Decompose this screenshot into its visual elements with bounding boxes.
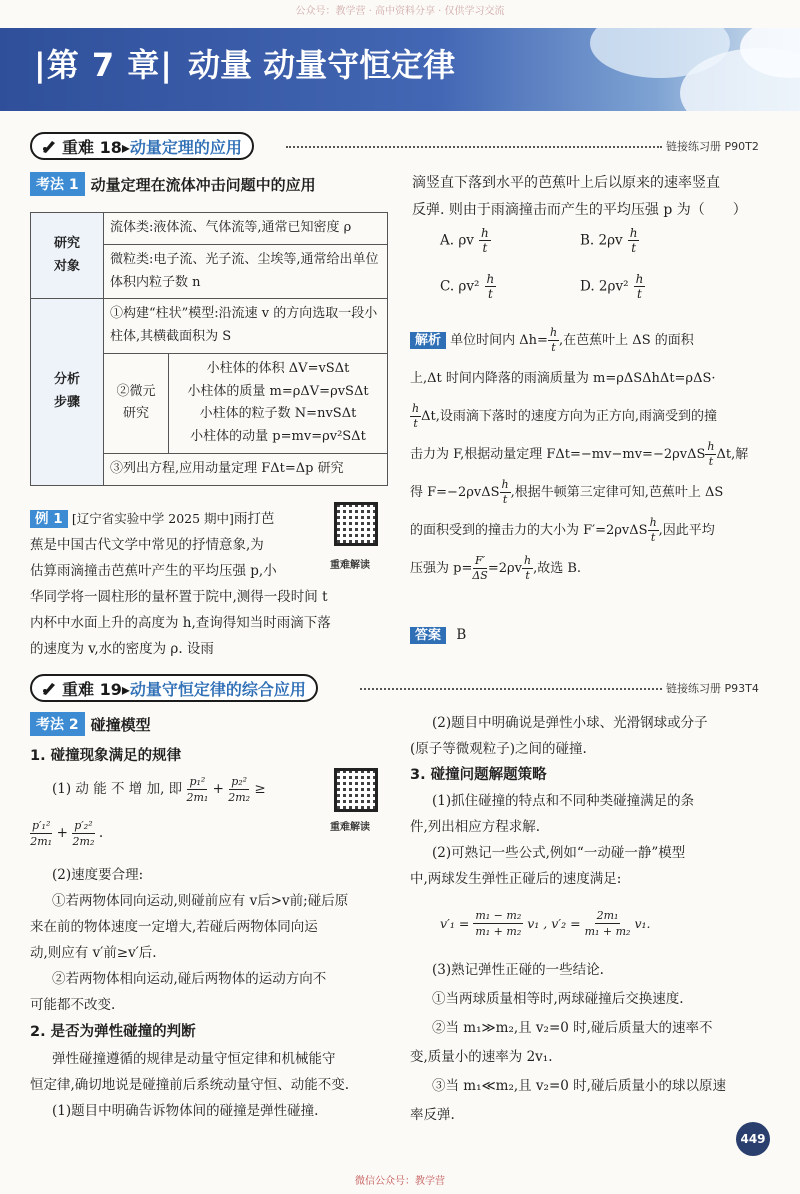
section-label: 重难 18▸ <box>62 137 130 157</box>
table-cell: ①构建“柱状”模型:沿流速 v 的方向选取一段小柱体,其横截面积为 S <box>104 299 388 354</box>
option-key: B. 2ρv <box>580 232 623 249</box>
text-line: 压强为 p= <box>410 561 473 576</box>
text-line: 雨打芭 <box>233 511 275 527</box>
example-label: 例 1 <box>30 510 68 528</box>
frac-den: m₁ + m₂ <box>475 925 522 938</box>
table-cell-micro <box>169 353 388 453</box>
chapter-number: |第 7 章| <box>34 46 173 84</box>
method-label: 考法 2 <box>30 712 85 736</box>
method-heading-2 <box>30 712 151 736</box>
frac-num: h <box>707 440 715 453</box>
frac-num: p′₁² <box>32 819 51 832</box>
text-line: 单位时间内 Δh= <box>450 333 548 348</box>
text-line: 内杯中水面上升的高度为 h,查询得知当时雨滴下落 <box>30 615 331 631</box>
frac-num: p′₂² <box>74 819 93 832</box>
text-line: 上,Δt 时间内降落的雨滴质量为 m=ρΔSΔhΔt=ρΔS· <box>410 371 716 386</box>
frac-den: t <box>525 569 530 582</box>
text-line: ,故选 B. <box>533 561 582 576</box>
left-text-block <box>30 862 392 1124</box>
pen-icon <box>40 679 58 697</box>
frac-num: h <box>524 554 532 567</box>
text-line: ,根据牛顿第三定律可知,芭蕉叶上 ΔS <box>510 485 724 500</box>
frac-den: t <box>487 287 493 301</box>
method-title: 动量定理在流体冲击问题中的应用 <box>90 175 316 194</box>
option-key: A. ρv <box>440 232 474 249</box>
frac-den: t <box>502 493 508 506</box>
section-tag-18 <box>30 132 254 160</box>
chapter-header <box>0 28 800 111</box>
table-head-object: 研究 对象 <box>31 213 104 299</box>
option-b[interactable] <box>580 226 740 255</box>
text-line: =2ρv <box>487 561 522 576</box>
text-line: 的面积受到的撞击力的大小为 F′=2ρvΔS <box>410 523 648 538</box>
text-line: ,因此平均 <box>658 523 715 538</box>
workbook-link: 链接练习册 P93T4 <box>666 682 759 695</box>
frac-den: t <box>708 455 714 468</box>
page-number: 449 <box>736 1122 770 1156</box>
answer-value: B <box>456 627 467 643</box>
table-line: 小柱体的体积 ΔV=vSΔt <box>206 360 350 376</box>
text-line: ,在芭蕉叶上 ΔS 的面积 <box>559 333 694 348</box>
text-line: 可能都不改变. <box>30 997 116 1013</box>
method-label: 考法 1 <box>30 172 85 196</box>
answer-label: 答案 <box>410 627 446 644</box>
text-line: ③当 m₁≪m₂,且 v₂=0 时,碰后质量小的球以原速 <box>432 1078 726 1094</box>
example-source: [辽宁省实验中学 2025 期中] <box>71 511 234 526</box>
table-cell: 流体类:液体流、气体流等,通常已知密度 ρ <box>104 213 388 245</box>
example-1-text <box>30 506 326 584</box>
velocity-equation <box>440 908 650 939</box>
text-line: $\frac{\text{p′₁²}}{\text{2m₁}}$ + $\frac{\text{p′₂²}}{\text{2m₂}}$ . <box>30 819 104 848</box>
method-heading-1 <box>30 172 316 196</box>
text-line: ≥ <box>254 781 266 797</box>
frac-den: 2m₁ <box>30 835 53 848</box>
dotted-rule <box>360 688 662 690</box>
frac-den: t <box>637 287 642 301</box>
text-line: (2)速度要合理: <box>52 867 144 883</box>
frac-den: 2m₁ <box>186 791 209 804</box>
text-line: Δt,解 <box>716 447 749 462</box>
text-line: 的速度为 v,水的密度为 ρ. 设雨 <box>30 641 214 657</box>
frac-den: m₁ + m₂ <box>584 925 631 938</box>
right-text-block-2 <box>410 956 772 1130</box>
chapter-title: 动量 动量守恒定律 <box>188 46 456 84</box>
method-title: 碰撞模型 <box>90 715 151 734</box>
pen-icon <box>40 137 58 155</box>
frac-num: 2m₁ <box>596 909 619 922</box>
option-key: C. ρv² <box>440 278 480 295</box>
text-line: 动,则应有 v′前≥v′后. <box>30 945 157 961</box>
table-cell: ③列出方程,应用动量定理 FΔt=Δp 研究 <box>104 453 388 485</box>
section-tag-19 <box>30 674 318 702</box>
subheading: 3. 碰撞问题解题策略 <box>410 767 547 783</box>
frac-num: m₁ − m₂ <box>475 909 522 922</box>
table-cell: 微粒类:电子流、光子流、尘埃等,通常给出单位体积内粒子数 n <box>104 244 388 299</box>
subheading: 2. 是否为弹性碰撞的判断 <box>30 1024 196 1040</box>
frac-num: F′ <box>475 554 486 567</box>
frac-num: h <box>549 326 558 339</box>
table-line: 小柱体的粒子数 N=nvSΔt <box>199 406 357 422</box>
frac-num: h <box>635 272 644 286</box>
text-line: (3)熟记弹性正碰的一些结论. <box>432 962 604 978</box>
text-line: 变,质量小的速率为 2v₁. <box>410 1049 553 1065</box>
frac-num: h <box>629 226 638 240</box>
text-line: 恒定律,确切地说是碰撞前后系统动量守恒、动能不变. <box>30 1077 350 1093</box>
qr-code-icon[interactable] <box>334 502 378 546</box>
table-line: 小柱体的动量 p=mv=ρv²SΔt <box>190 429 366 444</box>
example-1-text-cont <box>30 584 392 662</box>
workbook-link: 链接练习册 P90T2 <box>666 140 759 153</box>
answer-row <box>410 624 466 643</box>
text-line: v′₁ = <box>440 916 470 931</box>
text-line: (2)可熟记一些公式,例如“一动碰一静”模型 <box>432 845 686 861</box>
frac-den: t <box>482 241 488 255</box>
frac-den: 2m₂ <box>228 791 251 804</box>
text-line: v₁ , v′₂ = <box>527 916 581 931</box>
frac-num: h <box>412 402 420 415</box>
table-head-steps: 分析 步骤 <box>31 299 104 485</box>
option-d[interactable] <box>580 272 740 301</box>
footer-watermark: 微信公众号：教学营 <box>355 1176 445 1187</box>
text-line: (2)题目中明确说是弹性小球、光滑钢球或分子 <box>432 715 708 731</box>
example-1-cont <box>412 170 772 224</box>
top-watermark: 公众号：教学营 · 高中资料分享 · 仅供学习交流 <box>295 6 505 17</box>
text-line: (1) 动 能 不 增 加, 即 <box>52 781 183 797</box>
text-line: v₁. <box>634 916 651 931</box>
text-line: 件,列出相应方程求解. <box>410 819 541 835</box>
text-line: 中,两球发生弹性正碰后的速度满足: <box>410 871 622 887</box>
option-c[interactable] <box>440 272 600 301</box>
text-line: (1)抓住碰撞的特点和不同种类碰撞满足的条 <box>432 793 695 809</box>
text-line: 率反弹. <box>410 1107 455 1123</box>
subheading: 1. 碰撞现象满足的规律 <box>30 748 182 764</box>
text-line: (1)题目中明确告诉物体间的碰撞是弹性碰撞. <box>52 1103 319 1119</box>
qr-code-icon[interactable] <box>334 768 378 812</box>
frac-den: t <box>631 241 637 255</box>
frac-den: t <box>551 341 556 354</box>
frac-num: h <box>486 272 495 286</box>
frac-num: h <box>501 478 509 491</box>
text-line: ②当 m₁≫m₂,且 v₂=0 时,碰后质量大的速率不 <box>432 1020 713 1036</box>
method-table <box>30 212 388 486</box>
text-line: ①若两物体同向运动,则碰前应有 v后>v前;碰后原 <box>52 893 349 909</box>
text-line: (1) 动 能 不 增 加, 即 $\frac{\text{p₁²}}{\text{2m₁}}$ + $\frac{\text{p₂²}}{\text{2m₂}}$ ≥ <box>52 775 266 804</box>
frac-num: p₂² <box>231 775 248 788</box>
text-line: Δt,设雨滴下落时的速度方向为正方向,雨滴受到的撞 <box>421 409 717 424</box>
text-line: 反弹. 则由于雨滴撞击而产生的平均压强 p 为（ ） <box>412 202 747 218</box>
text-line: 滴竖直下落到水平的芭蕉叶上后以原来的速率竖直 <box>412 175 720 191</box>
text-line: (原子等微观粒子)之间的碰撞. <box>410 741 587 757</box>
frac-num: h <box>649 516 657 529</box>
qr-label: 重难解读 <box>330 560 370 571</box>
frac-den: ΔS <box>472 569 488 582</box>
qr-label: 重难解读 <box>330 822 370 833</box>
section-label: 重难 19▸ <box>62 679 130 699</box>
table-line: 小柱体的质量 m=ρΔV=ρvSΔt <box>187 383 369 399</box>
frac-num: h <box>481 226 489 240</box>
text-line: 弹性碰撞遵循的规律是动量守恒定律和机械能守 <box>52 1051 336 1067</box>
section-title: 动量定理的应用 <box>129 137 242 157</box>
text-line: ②若两物体相向运动,碰后两物体的运动方向不 <box>52 971 327 987</box>
text-line: ①当两球质量相等时,两球碰撞后交换速度. <box>432 991 684 1007</box>
option-key: D. 2ρv² <box>580 278 629 295</box>
dotted-rule <box>286 146 662 148</box>
table-cell: ②微元 研究 <box>104 353 169 453</box>
text-line: 击力为 F,根据动量定理 FΔt=−mv−mv=−2ρvΔS <box>410 447 706 462</box>
solution-block <box>410 322 772 588</box>
text-line: 来在前的物体速度一定增大,若碰后两物体同向运 <box>30 919 318 935</box>
frac-den: t <box>650 531 656 544</box>
frac-den: 2m₂ <box>72 835 95 848</box>
section-title: 动量守恒定律的综合应用 <box>129 679 306 699</box>
frac-num: p₁² <box>189 775 206 788</box>
right-text-block <box>410 710 772 892</box>
frac-den: t <box>413 417 418 430</box>
text-line: 估算雨滴撞击芭蕉叶产生的平均压强 p,小 <box>30 563 277 579</box>
solution-label: 解析 <box>410 332 446 349</box>
option-a[interactable] <box>440 226 600 255</box>
text-line: 得 F=−2ρvΔS <box>410 485 500 500</box>
text-line: 蕉是中国古代文学中常见的抒情意象,为 <box>30 537 264 553</box>
text-line: 华同学将一圆柱形的量杯置于院中,测得一段时间 t <box>30 589 328 605</box>
